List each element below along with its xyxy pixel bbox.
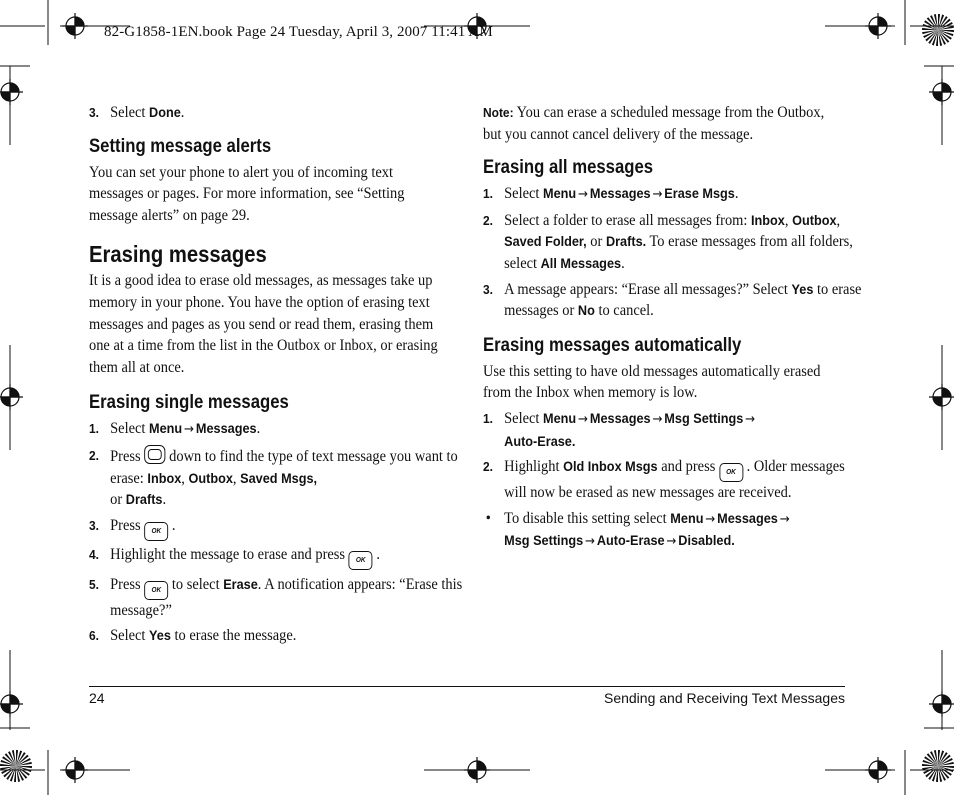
arrow-icon: → xyxy=(652,411,663,427)
starburst-mark xyxy=(922,14,954,46)
chapter-title: Sending and Receiving Text Messages xyxy=(603,690,845,706)
heading-erasing-messages: Erasing messages xyxy=(89,241,267,268)
left-column xyxy=(89,98,463,647)
alerts-paragraph: You can set your phone to alert you of incoming text messages or pages. For more information, see “Setting message alerts” on page 29. xyxy=(89,163,405,224)
erasing-paragraph: It is a good idea to erase old messages, as messages take up memory in your phone. You have the option of erasing text messages and pages as you send or read them, erasing them one at a time from the list in the Outbox or Inbox, or erasing them all at once. xyxy=(89,272,438,376)
all-step-1: 1. Select Menu → Messages → Erase Msgs. xyxy=(483,185,739,203)
auto-step-2: 2. Highlight Old Inbox Msgs and press OK . Older messages will now be erased as new messages are received. xyxy=(483,458,845,502)
ok-key-icon: OK xyxy=(719,463,743,482)
arrow-icon: → xyxy=(578,187,589,203)
bullet-icon: • xyxy=(485,509,491,527)
step-select-done: 3. Select Done. xyxy=(89,102,470,124)
auto-step-1: 1. Select Menu → Messages → Msg Settings → Auto-Erase. xyxy=(483,409,756,449)
arrow-icon: → xyxy=(184,422,195,438)
print-header: 82-G1858-1EN.book Page 24 Tuesday, April 3, 2007 11:41 AM xyxy=(104,24,493,40)
right-column xyxy=(483,98,862,553)
arrow-icon: → xyxy=(705,511,716,527)
single-step-3: 3. Press OK . xyxy=(89,515,470,541)
single-step-1: 1. Select Menu → Messages. xyxy=(89,420,261,438)
single-step-2: 2. Press down to find the type of text message you want to erase: Inbox, Outbox, Saved Msgs, or Drafts. xyxy=(89,445,470,511)
arrow-icon: → xyxy=(745,411,756,427)
navigation-key-icon xyxy=(144,445,165,464)
single-step-4: 4. Highlight the message to erase and press OK . xyxy=(89,544,470,570)
note-paragraph: Note: You can erase a scheduled message from the Outbox, but you cannot cancel delivery of the message. xyxy=(483,104,825,143)
starburst-mark xyxy=(0,750,32,782)
all-step-3: 3. A message appears: “Erase all messages?” Select Yes to erase messages or No to cancel. xyxy=(483,280,862,320)
footer-rule xyxy=(89,686,845,687)
note-label: Note: xyxy=(483,105,514,120)
arrow-icon: → xyxy=(666,534,677,550)
page-number: 24 xyxy=(89,690,105,706)
heading-erasing-all-messages: Erasing all messages xyxy=(483,157,654,179)
single-step-5: 5. Press OK to select Erase. A notification appears: “Erase this message?” xyxy=(89,575,463,619)
auto-paragraph: Use this setting to have old messages automatically erased from the Inbox when memory is low. xyxy=(483,362,821,402)
heading-erasing-single-messages: Erasing single messages xyxy=(89,392,289,414)
single-step-6: 6. Select Yes to erase the message. xyxy=(89,627,297,645)
all-step-2: 2. Select a folder to erase all messages from: Inbox, Outbox, Saved Folder, or Drafts. To erase messages from all folders, select All Messages. xyxy=(483,211,853,272)
arrow-icon: → xyxy=(578,411,589,427)
arrow-icon: → xyxy=(584,534,596,550)
ok-key-icon: OK xyxy=(144,581,168,600)
arrow-icon: → xyxy=(652,187,663,203)
heading-setting-message-alerts: Setting message alerts xyxy=(89,135,272,157)
ok-key-icon: OK xyxy=(349,551,373,570)
ui-label-done: Done xyxy=(149,105,181,120)
auto-bullet-disable: • To disable this setting select Menu → Messages → Msg Settings → Auto-Erase → Disabled. xyxy=(485,509,790,550)
arrow-icon: → xyxy=(779,511,790,527)
starburst-mark xyxy=(922,750,954,782)
ok-key-icon: OK xyxy=(144,522,168,541)
heading-erasing-messages-automatically: Erasing messages automatically xyxy=(483,334,742,356)
step-number: 3. xyxy=(89,105,99,120)
